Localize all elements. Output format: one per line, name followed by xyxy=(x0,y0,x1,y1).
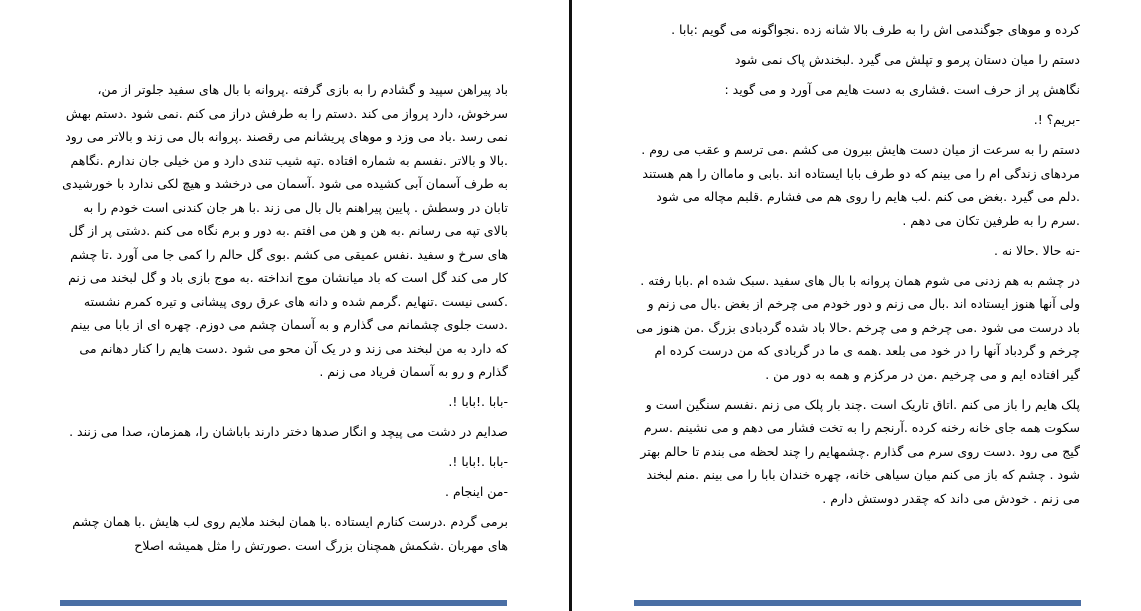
page-divider xyxy=(569,0,572,611)
paragraph: -نه حالا .حالا نه . xyxy=(993,242,1080,258)
paragraph: -بریم؟ !. xyxy=(1033,112,1080,127)
paragraph: دستم را به سرعت از میان دست هایش بیرون می کشم .می ترسم و عقب می روم . مردهای زندگی ام را می بینم که دو طرف بابا ایستاده اند .بابی و ماماان را هم هستند .دلم می گیرد .بغض می کنم .لب هایم را روی هم می فشارم .قلبم مچاله می شود .سرم را به طرفین تکان می دهم . xyxy=(641,142,1080,228)
paragraph: باد پیراهن سپید و گشادم را به بازی گرفته .پروانه با بال های سفید جلوتر از من، سرخوش، دارد پرواز می کند .دستم را به طرفش دراز می کنم .نمی شود .دستم بهش نمی رسد .باد می وزد و موهای پریشانم می رقصند .پروانه بال می زند و بالاتر می رود .بالا و بالاتر .نفسم به شماره افتاده .تپه شیب تندی دارد و من خیلی جان ندارم .نگاهم به طرف آسمان آبی کشیده می شود .آسمان می درخشد و هیچ لکی ندارد با خورشیدی تابان در وسطش . پایین پیراهنم بال بال می زند .با هر جان کندنی است خودم را به بالای تپه می رسانم .به هن و هن می افتم .به دور و برم نگاه می کنم .دشتی پر از گل های سرخ و سفید .نفس عمیقی می کشم .بوی گل حالم را کمی جا می آورد .تا چشم کار می کند گل است که باد میانشان موج انداخته .به موج بازی باد و گل لبخند می زنم .کسی نیست .تنهایم .گرمم شده و دانه های عرق روی پیشانی و تیره کمرم نشسته .دست جلوی چشمانم می گذارم و به آسمان چشم می دوزم. چهره ای از بابا می بینم که دارد به من لبخند می زند و در یک آن محو می شود .دست هایم را کنار دهانم می گذارم و رو به آسمان فریاد می زنم . xyxy=(62,82,508,379)
paragraph: -بابا .!بابا !. xyxy=(448,394,508,409)
paragraph: دستم را میان دستان پرمو و تپلش می گیرد .لبخندش پاک نمی شود xyxy=(734,52,1080,67)
page-footer-bar xyxy=(60,600,507,606)
right-page-text xyxy=(634,18,1080,517)
paragraph: -بابا .!بابا !. xyxy=(448,454,508,469)
paragraph: صدایم در دشت می پیچد و انگار صدها دختر دارند باباشان را، همزمان، صدا می زنند . xyxy=(69,424,508,439)
left-page-text xyxy=(62,78,508,564)
paragraph: برمی گردم .درست کنارم ایستاده .با همان لبخند ملایم روی لب هایش .با همان چشم های مهربان .شکمش همچنان بزرگ است .صورتش را مثل همیشه اصلاح xyxy=(72,514,508,553)
paragraph: نگاهش پر از حرف است .فشاری به دست هایم می آورد و می گوید : xyxy=(724,82,1080,97)
paragraph: کرده و موهای جوگندمی اش را به طرف بالا شانه زده .نجواگونه می گویم :بابا . xyxy=(671,22,1080,37)
page-footer-bar xyxy=(634,600,1081,606)
paragraph: پلک هایم را باز می کنم .اتاق تاریک است .چند بار پلک می زنم .نفسم سنگین است و سکوت همه جای خانه رخنه کرده .آرنجم را به تخت فشار می دهم و می نشینم .سرم گیج می رود .دست روی سرم می گذارم .چشمهایم را چند لحظه می بندم تا حالم بهتر شود . چشم که باز می کنم میان سیاهی خانه، چهره خندان بابا را می بینم .منم لبخند می زنم . خودش می داند که چقدر دوستش دارم . xyxy=(640,396,1080,506)
paragraph: در چشم به هم زدنی می شوم همان پروانه با بال های سفید .سبک شده ام .بابا رفته . ولی آنها هنوز ایستاده اند .بال می زنم و دور خودم می چرخم از بغض .بال می زنم و باد درست می شود .می چرخم و می چرخم .حالا باد شده گردبادی بزرگ .من هنوز می چرخم و گردباد آنها را در خود می بلعد .همه ی ما در گربادی که من درست کرده ام گیر افتاده ایم و می چرخیم .من در مرکزم و همه به دور من . xyxy=(636,272,1080,382)
right-page xyxy=(574,0,1141,611)
paragraph: -من اینجام . xyxy=(445,484,508,499)
left-page xyxy=(0,0,570,611)
